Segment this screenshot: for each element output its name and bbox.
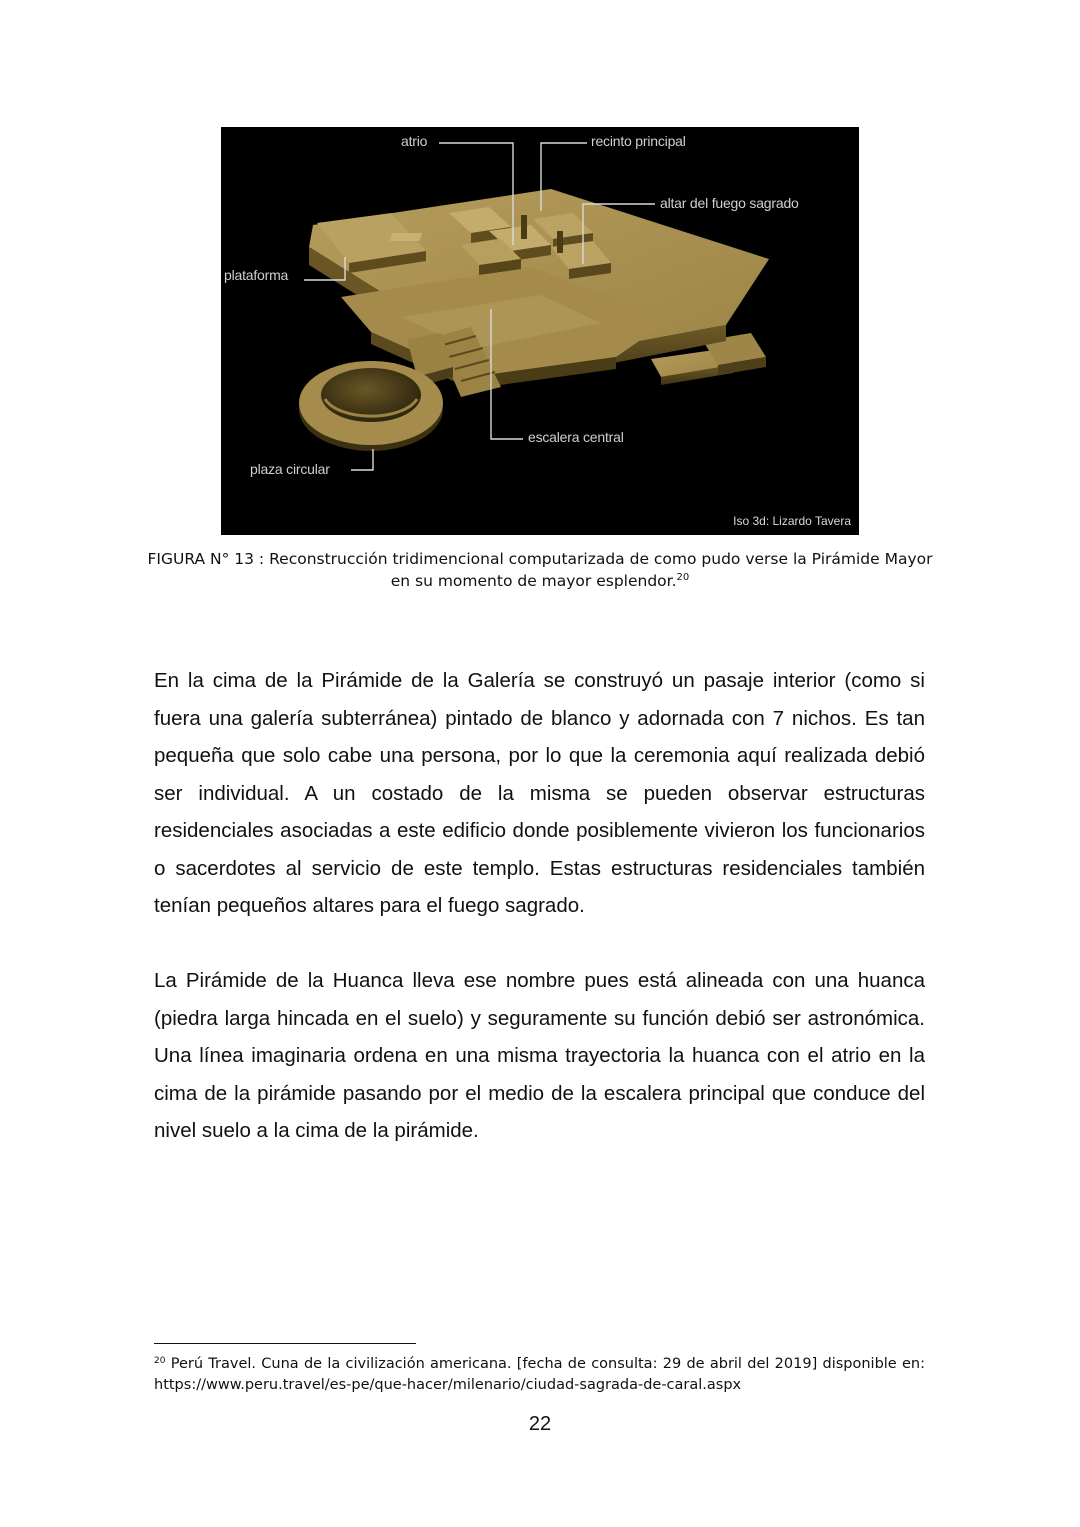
label-plataforma: plataforma — [224, 267, 289, 283]
label-recinto-principal: recinto principal — [591, 133, 686, 149]
body-paragraph-2: La Pirámide de la Huanca lleva ese nombre pues está alineada con una huanca (piedra larga hincada en el suelo) y seguramente su función debió ser astronómica. Una línea imaginaria ordena en una misma trayectoria la huanca con el atrio en la cima de la pirámide pasando por el medio de la escalera principal que conduce del nivel suelo a la cima de la pirámide. — [154, 969, 925, 1142]
caption-footnote-ref: 20 — [676, 572, 690, 583]
figure-credit: Iso 3d: Lizardo Tavera — [733, 514, 851, 528]
label-altar-fuego-sagrado: altar del fuego sagrado — [660, 195, 799, 211]
footnote-number: 20 — [154, 1356, 166, 1366]
footnote-text: Perú Travel. Cuna de la civilización americana. [fecha de consulta: 29 de abril del 2019] disponible en: https://www.peru.travel/es-pe/que-hacer/milenario/ciudad-sagrada-de-caral.aspx — [154, 1356, 926, 1393]
label-plaza-circular: plaza circular — [250, 461, 330, 477]
body-paragraph-1: En la cima de la Pirámide de la Galería se construyó un pasaje interior (como si fuera una galería subterránea) pintado de blanco y adornada con 7 nichos. Es tan pequeña que solo cabe una persona, por lo que la ceremonia aquí realizada debió ser individual. A un costado de la misma se pueden observar estructuras residenciales asociadas a este edificio donde posiblemente vivieron los funcionarios o sacerdotes al servicio de este templo. Estas estructuras residenciales también tenían pequeños altares para el fuego sagrado. — [154, 669, 925, 917]
footnote-divider — [154, 1343, 416, 1344]
pyramid-3d-figure — [221, 127, 859, 535]
label-escalera-central: escalera central — [528, 429, 624, 445]
footnote — [154, 1354, 925, 1396]
label-atrio: atrio — [401, 133, 428, 149]
caption-text: FIGURA N° 13 : Reconstrucción tridimencional computarizada de como pudo verse la Pirámide Mayor en su momento de mayor esplendor. — [147, 550, 933, 590]
figure-caption — [140, 548, 940, 592]
page-number: 22 — [528, 1413, 552, 1435]
